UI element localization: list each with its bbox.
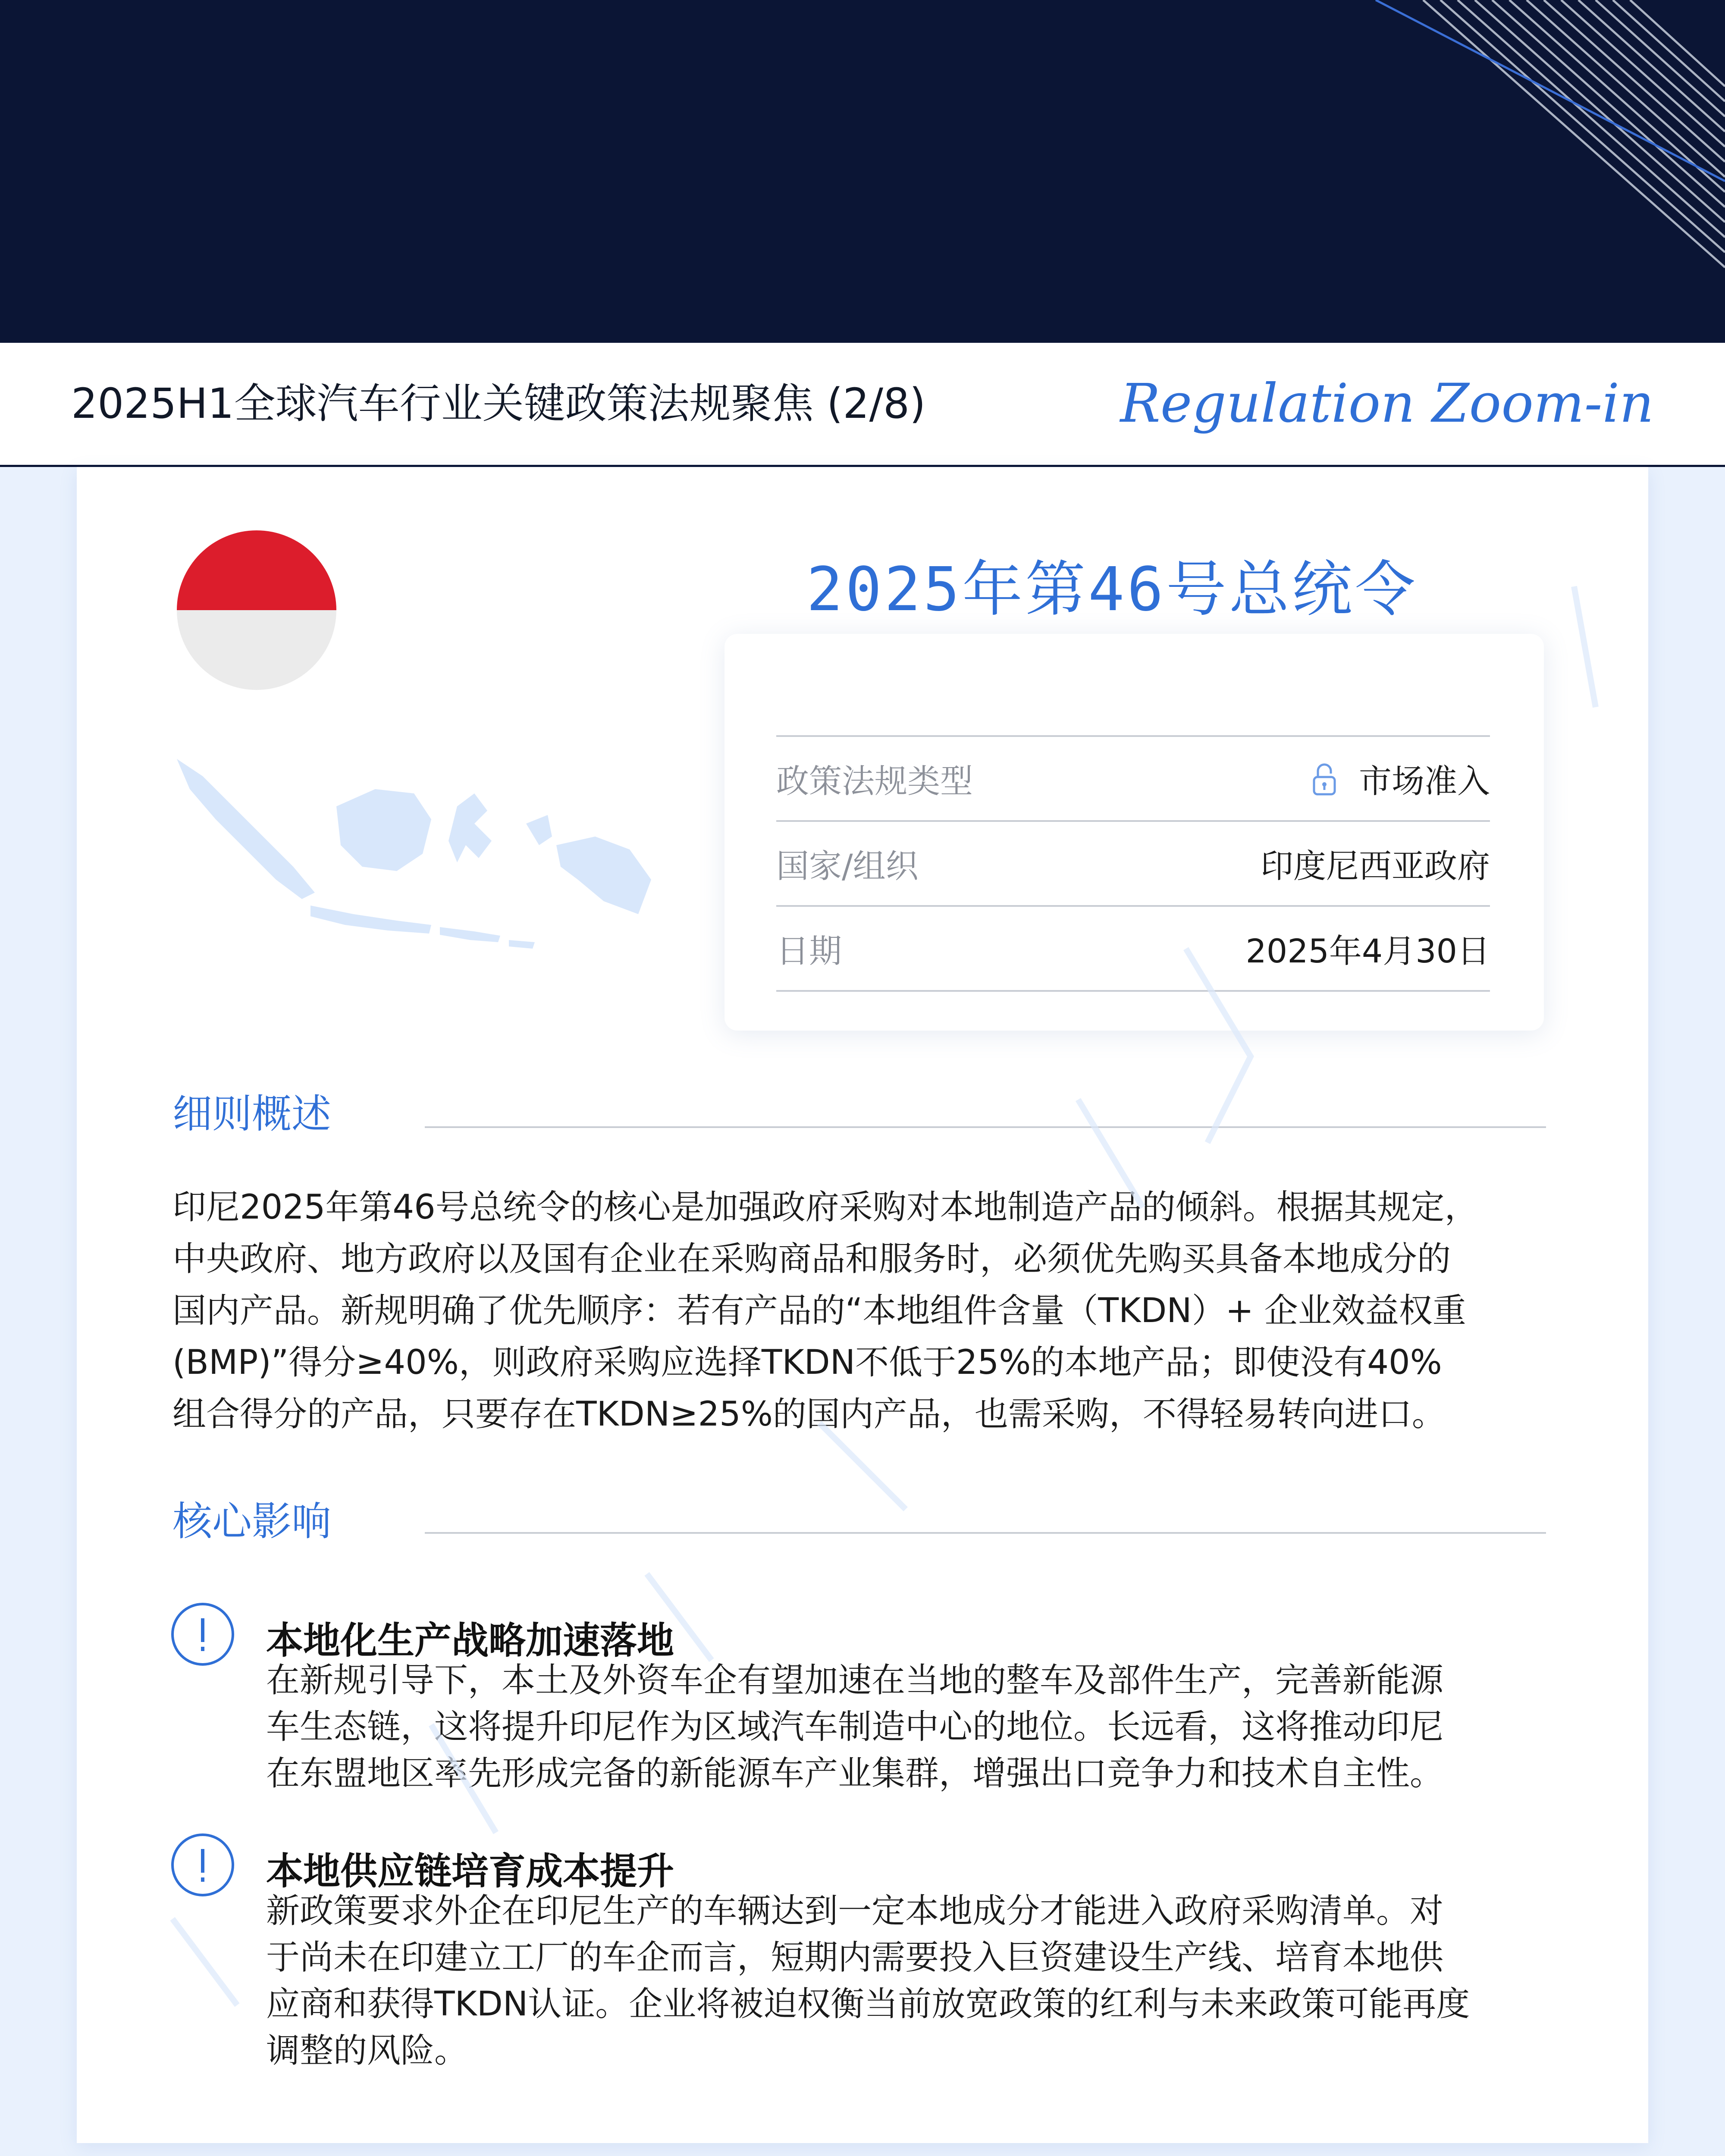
impact-heading: 核心影响: [172, 1498, 332, 1545]
impact-line: 车生态链，这将提升印尼作为区域汽车制造中心的地位。长远看，这将推动印尼: [266, 1708, 1444, 1746]
impact-item: [170, 1833, 1568, 2091]
info-row-type: [776, 735, 1490, 820]
indonesia-flag-icon: [177, 530, 336, 690]
indonesia-map-icon: [172, 750, 656, 957]
overview-divider: [425, 1126, 1546, 1128]
info-label: 政策法规类型: [776, 762, 973, 800]
alert-icon: [170, 1602, 235, 1667]
info-label: 日期: [776, 932, 842, 970]
impact-text: [266, 1888, 1568, 2074]
policy-info-table: [776, 735, 1490, 992]
page-tagline: Regulation Zoom-in: [1120, 373, 1654, 435]
overview-line: 组合得分的产品，只要存在TKDN≥25%的国内产品，也需采购，不得轻易转向进口。: [172, 1395, 1446, 1434]
impact-line: 新政策要求外企在印尼生产的车辆达到一定本地成分才能进入政府采购清单。对: [266, 1892, 1444, 1930]
lock-icon: [1311, 761, 1337, 796]
diagonal-stripes-decoration: [0, 0, 1725, 343]
overview-line: (BMP)”得分≥40%，则政府采购应选择TKDN不低于25%的本地产品；即使没有40%: [172, 1343, 1442, 1382]
impact-line: 应商和获得TKDN认证。企业将被迫权衡当前放宽政策的红利与未来政策可能再度: [266, 1985, 1470, 2024]
impact-item: [170, 1602, 1568, 1818]
decree-title: 2025年第46号总统令: [806, 555, 1418, 625]
overview-line: 中央政府、地方政府以及国有企业在采购商品和服务时，必须优先购买具备本地成分的: [172, 1240, 1451, 1279]
impact-line: 于尚未在印建立工厂的车企而言，短期内需要投入巨资建设生产线、培育本地供: [266, 1938, 1444, 1977]
page-title: 2025H1全球汽车行业关键政策法规聚焦 (2/8): [71, 379, 926, 428]
overview-text: [172, 1181, 1565, 1440]
overview-line: 国内产品。新规明确了优先顺序：若有产品的“本地组件含量（TKDN）+ 企业效益权重: [172, 1291, 1466, 1330]
info-row-country: [776, 820, 1490, 905]
title-bar: [0, 343, 1725, 467]
overview-line: 印尼2025年第46号总统令的核心是加强政府采购对本地制造产品的倾斜。根据其规定，: [172, 1188, 1478, 1227]
impact-text: [266, 1657, 1568, 1797]
impact-title: 本地供应链培育成本提升: [266, 1850, 674, 1893]
overview-heading: 细则概述: [172, 1091, 332, 1137]
info-value: 印度尼西亚政府: [1261, 847, 1490, 885]
impact-line: 调整的风险。: [266, 2031, 468, 2070]
info-label: 国家/组织: [776, 847, 919, 885]
impact-line: 在新规引导下，本土及外资车企有望加速在当地的整车及部件生产，完善新能源: [266, 1661, 1444, 1700]
impact-line: 在东盟地区率先形成完备的新能源车产业集群，增强出口竞争力和技术自主性。: [266, 1754, 1444, 1793]
alert-icon: [170, 1833, 235, 1897]
policy-type-value: 市场准入: [1359, 762, 1490, 800]
header-band: [0, 0, 1725, 343]
impact-title: 本地化生产战略加速落地: [266, 1619, 674, 1662]
info-row-date: [776, 905, 1490, 992]
impact-divider: [425, 1532, 1546, 1534]
info-value: 2025年4月30日: [1245, 932, 1490, 970]
info-value: [1311, 755, 1490, 802]
